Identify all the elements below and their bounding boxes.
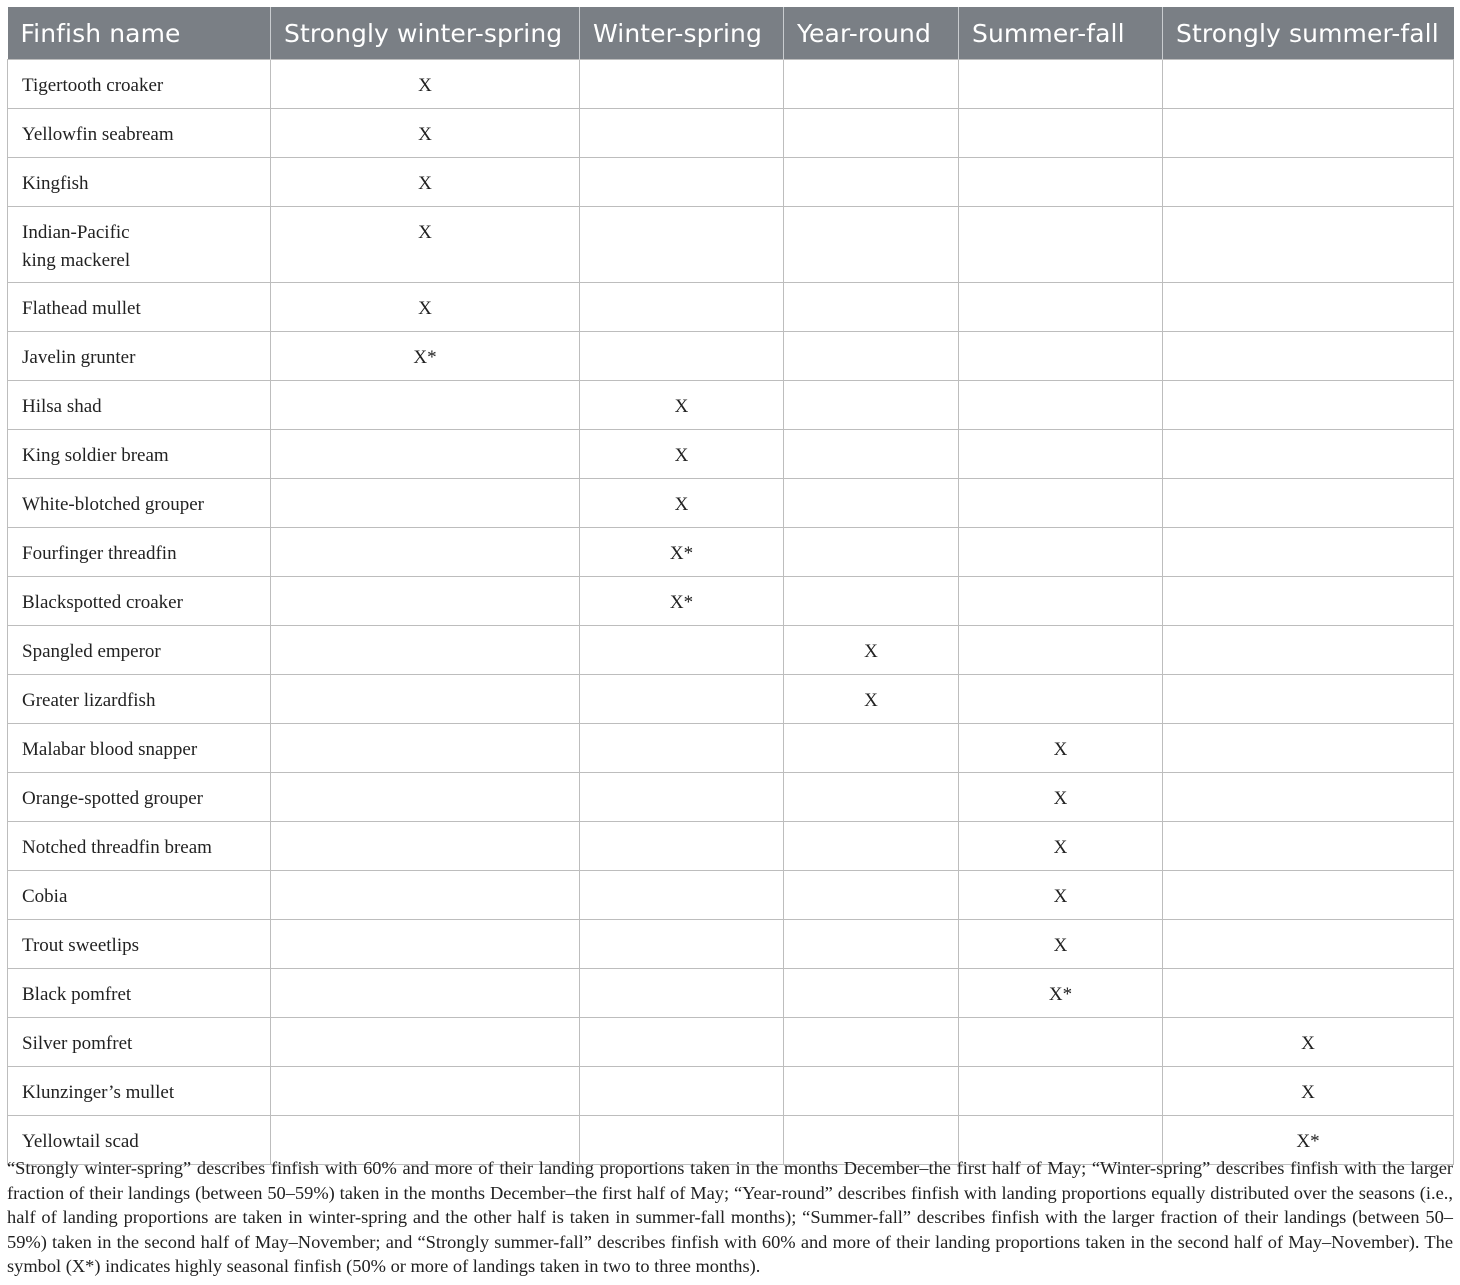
cell-strongly-summer-fall	[1163, 430, 1454, 479]
cell-winter-spring	[580, 109, 784, 158]
cell-finfish-name: Yellowtail scad	[8, 1116, 271, 1165]
cell-year-round	[784, 430, 959, 479]
cell-finfish-name: Malabar blood snapper	[8, 724, 271, 773]
cell-year-round	[784, 158, 959, 207]
cell-strongly-summer-fall	[1163, 109, 1454, 158]
cell-year-round: X	[784, 675, 959, 724]
cell-summer-fall	[959, 430, 1163, 479]
table-row	[8, 430, 1454, 479]
cell-winter-spring	[580, 158, 784, 207]
table-row	[8, 1067, 1454, 1116]
cell-finfish-name: Blackspotted croaker	[8, 577, 271, 626]
cell-strongly-summer-fall	[1163, 871, 1454, 920]
table-row	[8, 283, 1454, 332]
table-row	[8, 626, 1454, 675]
cell-summer-fall: X	[959, 871, 1163, 920]
cell-strongly-summer-fall	[1163, 773, 1454, 822]
cell-year-round	[784, 822, 959, 871]
cell-year-round	[784, 207, 959, 283]
cell-summer-fall	[959, 332, 1163, 381]
table-container	[7, 7, 1453, 1165]
cell-summer-fall	[959, 60, 1163, 109]
table-row	[8, 773, 1454, 822]
table-row	[8, 528, 1454, 577]
cell-strongly-summer-fall	[1163, 158, 1454, 207]
cell-strongly-winter-spring: X	[271, 158, 580, 207]
cell-strongly-summer-fall	[1163, 381, 1454, 430]
cell-summer-fall	[959, 479, 1163, 528]
cell-finfish-name: Silver pomfret	[8, 1018, 271, 1067]
cell-strongly-summer-fall	[1163, 920, 1454, 969]
cell-strongly-summer-fall	[1163, 207, 1454, 283]
cell-strongly-winter-spring	[271, 479, 580, 528]
cell-winter-spring	[580, 920, 784, 969]
table-row	[8, 479, 1454, 528]
cell-strongly-summer-fall	[1163, 626, 1454, 675]
cell-strongly-winter-spring	[271, 675, 580, 724]
cell-year-round	[784, 724, 959, 773]
cell-strongly-summer-fall	[1163, 675, 1454, 724]
cell-year-round	[784, 920, 959, 969]
cell-strongly-winter-spring: X	[271, 283, 580, 332]
cell-finfish-name: Cobia	[8, 871, 271, 920]
cell-winter-spring	[580, 207, 784, 283]
cell-winter-spring: X	[580, 430, 784, 479]
cell-strongly-summer-fall	[1163, 969, 1454, 1018]
cell-winter-spring: X*	[580, 528, 784, 577]
cell-summer-fall	[959, 158, 1163, 207]
cell-finfish-name: Yellowfin seabream	[8, 109, 271, 158]
cell-winter-spring	[580, 1067, 784, 1116]
cell-winter-spring	[580, 60, 784, 109]
cell-year-round	[784, 577, 959, 626]
cell-year-round	[784, 528, 959, 577]
cell-strongly-summer-fall	[1163, 283, 1454, 332]
cell-finfish-name: Orange-spotted grouper	[8, 773, 271, 822]
cell-year-round	[784, 381, 959, 430]
header-row	[8, 7, 1454, 60]
cell-winter-spring	[580, 724, 784, 773]
cell-summer-fall	[959, 381, 1163, 430]
cell-finfish-name: Trout sweetlips	[8, 920, 271, 969]
cell-winter-spring	[580, 822, 784, 871]
table-body	[8, 60, 1454, 1165]
cell-finfish-name: Hilsa shad	[8, 381, 271, 430]
cell-summer-fall: X	[959, 822, 1163, 871]
cell-year-round	[784, 969, 959, 1018]
header-strongly-winter-spring: Strongly winter-spring	[271, 7, 580, 60]
cell-strongly-summer-fall	[1163, 479, 1454, 528]
cell-strongly-winter-spring	[271, 822, 580, 871]
cell-year-round	[784, 871, 959, 920]
cell-strongly-winter-spring: X	[271, 60, 580, 109]
cell-winter-spring	[580, 283, 784, 332]
cell-strongly-summer-fall	[1163, 60, 1454, 109]
cell-summer-fall	[959, 577, 1163, 626]
header-summer-fall: Summer-fall	[959, 7, 1163, 60]
cell-finfish-name: Kingfish	[8, 158, 271, 207]
cell-year-round	[784, 283, 959, 332]
cell-finfish-name: King soldier bream	[8, 430, 271, 479]
cell-strongly-winter-spring	[271, 430, 580, 479]
table-row	[8, 1018, 1454, 1067]
cell-winter-spring: X	[580, 479, 784, 528]
cell-strongly-summer-fall	[1163, 577, 1454, 626]
cell-summer-fall	[959, 1067, 1163, 1116]
cell-strongly-winter-spring	[271, 577, 580, 626]
cell-finfish-name: Notched threadfin bream	[8, 822, 271, 871]
cell-finfish-name: Javelin grunter	[8, 332, 271, 381]
cell-strongly-winter-spring	[271, 1067, 580, 1116]
table-row	[8, 109, 1454, 158]
cell-summer-fall	[959, 207, 1163, 283]
cell-winter-spring	[580, 626, 784, 675]
cell-year-round	[784, 109, 959, 158]
cell-summer-fall: X*	[959, 969, 1163, 1018]
cell-summer-fall	[959, 1018, 1163, 1067]
cell-summer-fall	[959, 675, 1163, 724]
cell-year-round	[784, 1018, 959, 1067]
cell-year-round	[784, 60, 959, 109]
header-strongly-summer-fall: Strongly summer-fall	[1163, 7, 1454, 60]
cell-summer-fall	[959, 109, 1163, 158]
cell-finfish-name: Tigertooth croaker	[8, 60, 271, 109]
cell-strongly-winter-spring	[271, 773, 580, 822]
cell-summer-fall: X	[959, 724, 1163, 773]
cell-strongly-winter-spring: X	[271, 109, 580, 158]
table-row	[8, 822, 1454, 871]
cell-strongly-summer-fall	[1163, 528, 1454, 577]
footnote-definitions: “Strongly winter-spring” describes finfish with 60% and more of their landing proportions taken in the months December–the first half of May; “Winter-spring” describes finfish with the larger fraction of their landings (between 50–59%) taken in the months December–the first half of May; “Year-round” describes finfish with landing proportions equally distributed over the seasons (i.e., half of landing proportions are taken in winter-spring and the other half is taken in summer-fall months); “Summer-fall” describes finfish with the larger fraction of their landings (between 50–59%) taken in the second half of May–November; and “Strongly summer-fall” describes finfish with 60% and more of their landing proportions taken in the second half of May–November).	[7, 1158, 1453, 1252]
table-row	[8, 577, 1454, 626]
cell-summer-fall	[959, 626, 1163, 675]
cell-strongly-summer-fall: X	[1163, 1067, 1454, 1116]
cell-strongly-summer-fall	[1163, 332, 1454, 381]
table-row	[8, 871, 1454, 920]
cell-finfish-name: Flathead mullet	[8, 283, 271, 332]
cell-strongly-summer-fall	[1163, 724, 1454, 773]
cell-winter-spring	[580, 1018, 784, 1067]
table-row	[8, 381, 1454, 430]
cell-winter-spring: X*	[580, 577, 784, 626]
table-row	[8, 158, 1454, 207]
cell-finfish-name: Fourfinger threadfin	[8, 528, 271, 577]
cell-strongly-summer-fall: X	[1163, 1018, 1454, 1067]
cell-strongly-winter-spring	[271, 626, 580, 675]
cell-year-round: X	[784, 626, 959, 675]
cell-strongly-winter-spring	[271, 969, 580, 1018]
cell-strongly-summer-fall: X*	[1163, 1116, 1454, 1165]
table-row	[8, 332, 1454, 381]
cell-summer-fall: X	[959, 920, 1163, 969]
cell-strongly-winter-spring	[271, 724, 580, 773]
cell-strongly-summer-fall	[1163, 822, 1454, 871]
cell-winter-spring	[580, 332, 784, 381]
cell-summer-fall	[959, 528, 1163, 577]
finfish-seasonality-table	[7, 7, 1454, 1165]
table-row	[8, 207, 1454, 283]
cell-year-round	[784, 332, 959, 381]
cell-winter-spring	[580, 675, 784, 724]
table-row	[8, 969, 1454, 1018]
cell-strongly-winter-spring	[271, 381, 580, 430]
cell-winter-spring: X	[580, 381, 784, 430]
cell-finfish-name: Spangled emperor	[8, 626, 271, 675]
cell-finfish-name: Black pomfret	[8, 969, 271, 1018]
cell-finfish-name: Klunzinger’s mullet	[8, 1067, 271, 1116]
cell-year-round	[784, 773, 959, 822]
cell-year-round	[784, 479, 959, 528]
cell-winter-spring	[580, 969, 784, 1018]
cell-finfish-name: White-blotched grouper	[8, 479, 271, 528]
footnote-symbol: The symbol (X*) indicates highly seasonal finfish (50% or more of landings taken in two to three months).	[7, 1231, 1454, 1276]
cell-strongly-winter-spring: X*	[271, 332, 580, 381]
cell-strongly-winter-spring	[271, 1018, 580, 1067]
table-row	[8, 675, 1454, 724]
header-winter-spring: Winter-spring	[580, 7, 784, 60]
cell-summer-fall	[959, 283, 1163, 332]
cell-strongly-winter-spring	[271, 528, 580, 577]
cell-summer-fall: X	[959, 773, 1163, 822]
cell-strongly-winter-spring	[271, 871, 580, 920]
cell-year-round	[784, 1067, 959, 1116]
table-footnote	[7, 1156, 1453, 1279]
cell-strongly-winter-spring	[271, 920, 580, 969]
cell-finfish-name: Indian-Pacific king mackerel	[8, 207, 271, 283]
table-row	[8, 920, 1454, 969]
header-year-round: Year-round	[784, 7, 959, 60]
cell-winter-spring	[580, 871, 784, 920]
header-finfish-name: Finfish name	[8, 7, 271, 60]
table-row	[8, 724, 1454, 773]
cell-winter-spring	[580, 773, 784, 822]
cell-strongly-winter-spring: X	[271, 207, 580, 283]
cell-finfish-name: Greater lizardfish	[8, 675, 271, 724]
table-row	[8, 60, 1454, 109]
